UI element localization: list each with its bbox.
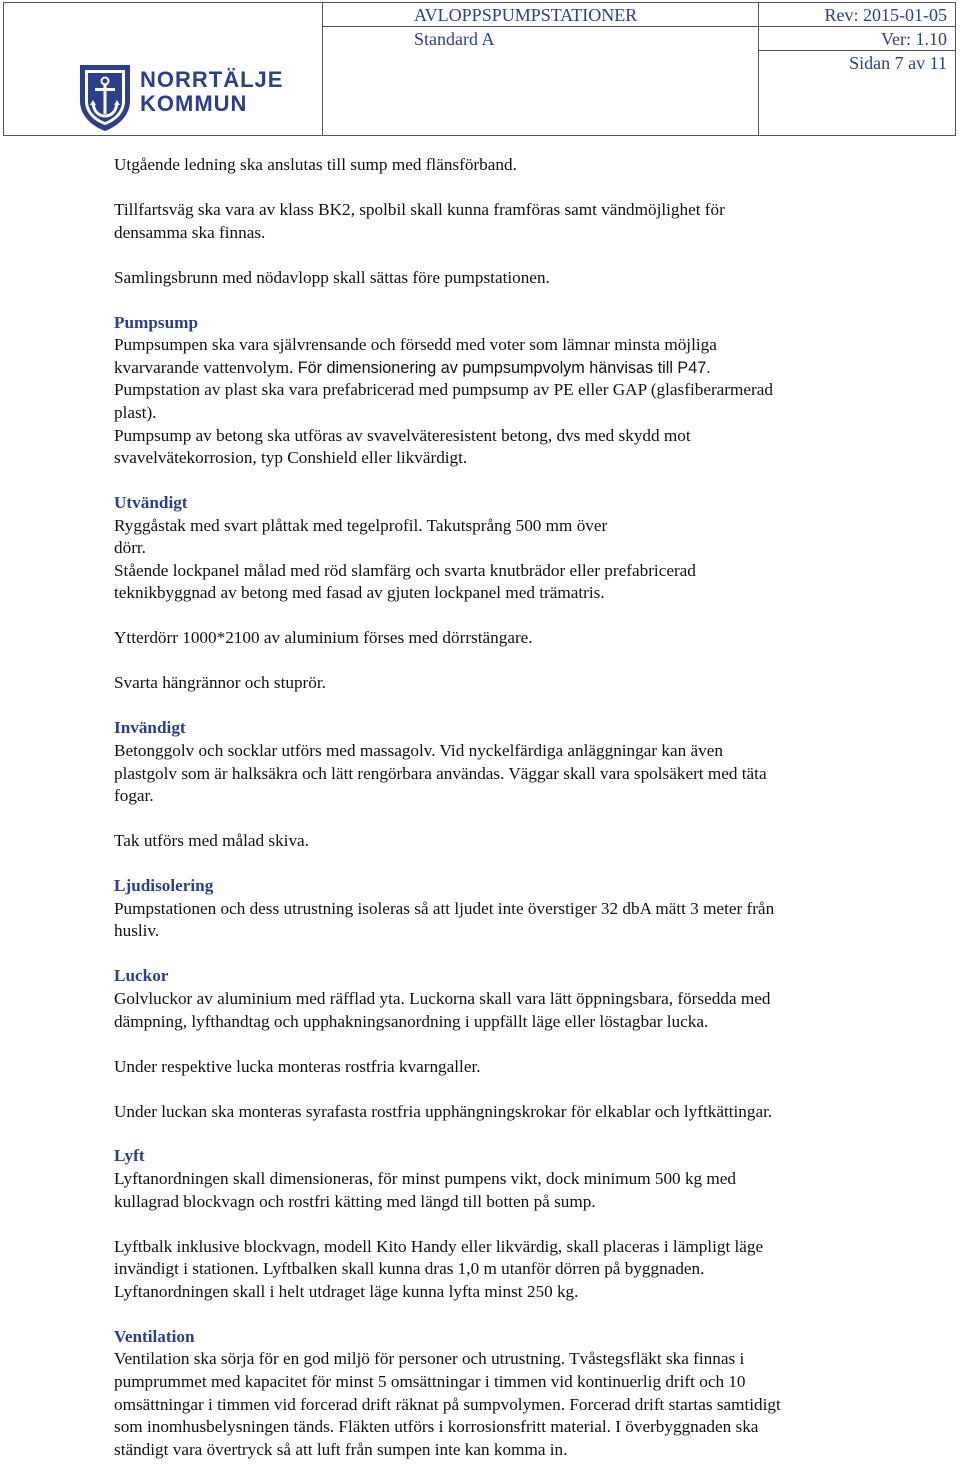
paragraph-line: Pumpstationen och dess utrustning isoleras så att ljudet inte överstiger 32 dbA mätt 3 meter från bbox=[114, 898, 775, 918]
paragraph-line: Ryggåstak med svart plåttak med tegelprofil. Takutsprång 500 mm över bbox=[114, 515, 608, 535]
paragraph-line: Tillfartsväg ska vara av klass BK2, spolbil skall kunna framföras samt vändmöjlighet för bbox=[114, 199, 725, 219]
paragraph: Samlingsbrunn med nödavlopp skall sättas före pumpstationen. bbox=[114, 267, 550, 287]
document-title: AVLOPPSPUMPSTATIONER bbox=[322, 3, 758, 27]
paragraph-line: Ventilation ska sörja för en god miljö för personer och utrustning. Tvåstegsfläkt ska finnas i bbox=[114, 1349, 745, 1369]
paragraph-line: plast). bbox=[114, 402, 157, 422]
paragraph: Under luckan ska monteras syrafasta rostfria upphängningskrokar för elkablar och lyftkättingar. bbox=[114, 1101, 773, 1121]
section-heading-ventilation: Ventilation bbox=[114, 1326, 195, 1346]
document-header bbox=[3, 2, 956, 136]
paragraph-line: fogar. bbox=[114, 786, 154, 806]
paragraph-line: Lyftanordningen skall i helt utdraget läge kunna lyfta minst 250 kg. bbox=[114, 1281, 579, 1301]
header-right-column bbox=[758, 3, 955, 135]
header-middle-column bbox=[322, 3, 759, 135]
paragraph-line: som inomhusbelysningen tänds. Fläkten utförs i korrosionsfritt material. I överbyggnaden ska bbox=[114, 1417, 759, 1437]
paragraph-line: Lyftanordningen skall dimensioneras, för minst pumpens vikt, dock minimum 500 kg med bbox=[114, 1169, 737, 1189]
paragraph: Under respektive lucka monteras rostfria kvarngaller. bbox=[114, 1056, 481, 1076]
paragraph-line: pumprummet med kapacitet för minst 5 omsättningar i timmen vid kontinuerlig drift och 10 bbox=[114, 1372, 746, 1392]
section-heading-lyft: Lyft bbox=[114, 1146, 145, 1166]
section-heading-pumpsump: Pumpsump bbox=[114, 312, 199, 332]
paragraph-line: Stående lockpanel målad med röd slamfärg och svarta knutbrädor eller prefabricerad bbox=[114, 560, 696, 580]
section-heading-utvandigt: Utvändigt bbox=[114, 493, 188, 513]
paragraph-line: husliv. bbox=[114, 921, 160, 941]
paragraph-line: ständigt vara övertryck så att luft från sumpen inte kan komma in. bbox=[114, 1439, 568, 1459]
logo-line-2: KOMMUN bbox=[140, 91, 248, 116]
paragraph: Tak utförs med målad skiva. bbox=[114, 831, 309, 851]
paragraph-line: Pumpsumpen ska vara självrensande och försedd med voter som lämnar minsta möjliga bbox=[114, 335, 717, 355]
page-number: Sidan 7 av 11 bbox=[849, 53, 947, 73]
paragraph-line: Lyftbalk inklusive blockvagn, modell Kito Handy eller likvärdig, skall placeras i lämpligt läge bbox=[114, 1236, 764, 1256]
paragraph-line: kullagrad blockvagn och rostfri kätting med längd till botten på sump. bbox=[114, 1191, 596, 1211]
paragraph-line: Pumpsump av betong ska utföras av svavelväteresistent betong, dvs med skydd mot bbox=[114, 425, 691, 445]
document-standard: Standard A bbox=[414, 29, 495, 49]
paragraph: Utgående ledning ska anslutas till sump med flänsförband. bbox=[114, 155, 517, 174]
paragraph-line: teknikbyggnad av betong med fasad av gjuten lockpanel med trämatris. bbox=[114, 583, 605, 603]
paragraph-line: Pumpstation av plast ska vara prefabricerad med pumpsump av PE eller GAP (glasfiberarmerad bbox=[114, 380, 773, 400]
paragraph-line: dörr. bbox=[114, 538, 146, 558]
logo-wordmark bbox=[140, 68, 283, 116]
version: Ver: 1.10 bbox=[758, 27, 955, 51]
paragraph-line: Betonggolv och socklar utförs med massagolv. Vid nyckelfärdiga anläggningar kan även bbox=[114, 741, 723, 761]
paragraph-line: omsättningar i timmen vid forcerad drift räknat på sumpvolymen. Forcerad drift startas samtidigt bbox=[114, 1394, 781, 1414]
logo-line-1: NORRTÄLJE bbox=[140, 67, 284, 92]
paragraph-line: densamma ska finnas. bbox=[114, 222, 266, 242]
section-heading-invandigt: Invändigt bbox=[114, 718, 186, 738]
paragraph-line: svavelvätekorrosion, typ Conshield eller likvärdigt. bbox=[114, 448, 468, 468]
paragraph-line bbox=[114, 357, 894, 380]
paragraph-line: dämpning, lyfthandtag och upphakningsanordning i uppfällt läge eller löstagbar lucka. bbox=[114, 1011, 709, 1031]
paragraph-line: plastgolv som är halksäkra och lätt rengörbara användas. Väggar skall vara spolsäkert med täta bbox=[114, 763, 767, 783]
logo-cell bbox=[4, 3, 323, 135]
paragraph: Svarta hängrännor och stuprör. bbox=[114, 673, 326, 693]
paragraph-line: Golvluckor av aluminium med räfflad yta. Luckorna skall vara lätt öppningsbara, försedda med bbox=[114, 988, 771, 1008]
revision-date: Rev: 2015-01-05 bbox=[758, 3, 955, 27]
text-span: kvarvarande vattenvolym. bbox=[114, 357, 294, 377]
section-heading-luckor: Luckor bbox=[114, 966, 169, 986]
paragraph-line: invändigt i stationen. Lyftbalken skall kunna dras 1,0 m utanför dörren på byggnaden. bbox=[114, 1259, 705, 1279]
text-span: För dimensionering av pumpsumpvolym hänvisas till P47. bbox=[297, 358, 711, 377]
anchor-shield-icon bbox=[76, 61, 134, 133]
document-body bbox=[114, 154, 894, 1461]
section-heading-ljudisolering: Ljudisolering bbox=[114, 876, 214, 896]
paragraph: Ytterdörr 1000*2100 av aluminium förses med dörrstängare. bbox=[114, 628, 533, 648]
